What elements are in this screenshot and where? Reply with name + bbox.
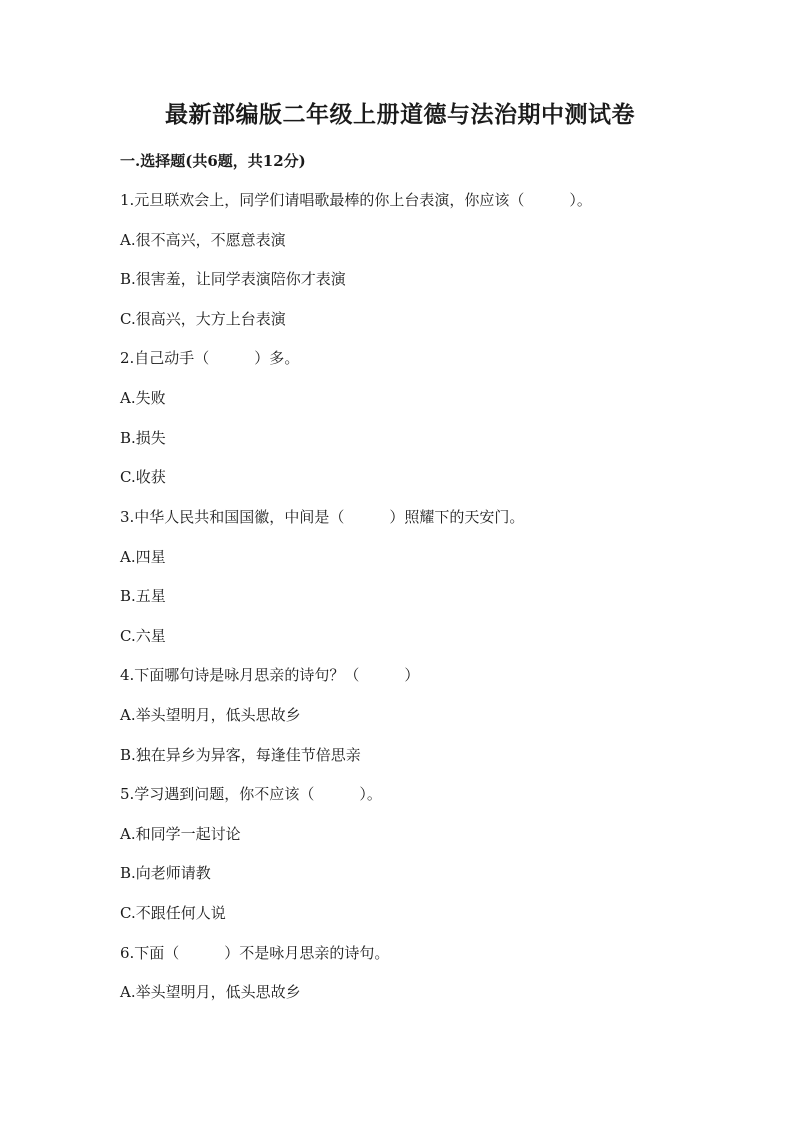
question-2-option-b: B.损失 — [120, 429, 166, 447]
question-1-stem: 1.元旦联欢会上，同学们请唱歌最棒的你上台表演，你应该（ ）。 — [120, 191, 592, 209]
question-1-option-b: B.很害羞，让同学表演陪你才表演 — [120, 270, 346, 288]
question-6-option-a: A.举头望明月，低头思故乡 — [120, 983, 301, 1001]
question-3-option-a: A.四星 — [120, 548, 166, 566]
question-1-option-a: A.很不高兴，不愿意表演 — [120, 231, 286, 249]
question-3-option-b: B.五星 — [120, 587, 166, 605]
question-5-option-b: B.向老师请教 — [120, 864, 211, 882]
question-2-option-c: C.收获 — [120, 468, 166, 486]
question-5-stem: 5.学习遇到问题，你不应该（ ）。 — [120, 785, 382, 803]
question-3-stem: 3.中华人民共和国国徽，中间是（ ）照耀下的天安门。 — [120, 508, 525, 526]
question-3-option-c: C.六星 — [120, 627, 166, 645]
question-5-option-c: C.不跟任何人说 — [120, 904, 226, 922]
question-5-option-a: A.和同学一起讨论 — [120, 825, 241, 843]
question-6-stem: 6.下面（ ）不是咏月思亲的诗句。 — [120, 944, 390, 962]
question-2-option-a: A.失败 — [120, 389, 166, 407]
question-2-stem: 2.自己动手（ ）多。 — [120, 349, 300, 367]
question-4-stem: 4.下面哪句诗是咏月思亲的诗句？（ ） — [120, 666, 420, 684]
page-title: 最新部编版二年级上册道德与法治期中测试卷 — [165, 101, 635, 128]
question-1-option-c: C.很高兴，大方上台表演 — [120, 310, 286, 328]
question-4-option-a: A.举头望明月，低头思故乡 — [120, 706, 301, 724]
section-heading: 一.选择题(共6题，共12分) — [120, 152, 306, 170]
question-4-option-b: B.独在异乡为异客，每逢佳节倍思亲 — [120, 746, 361, 764]
